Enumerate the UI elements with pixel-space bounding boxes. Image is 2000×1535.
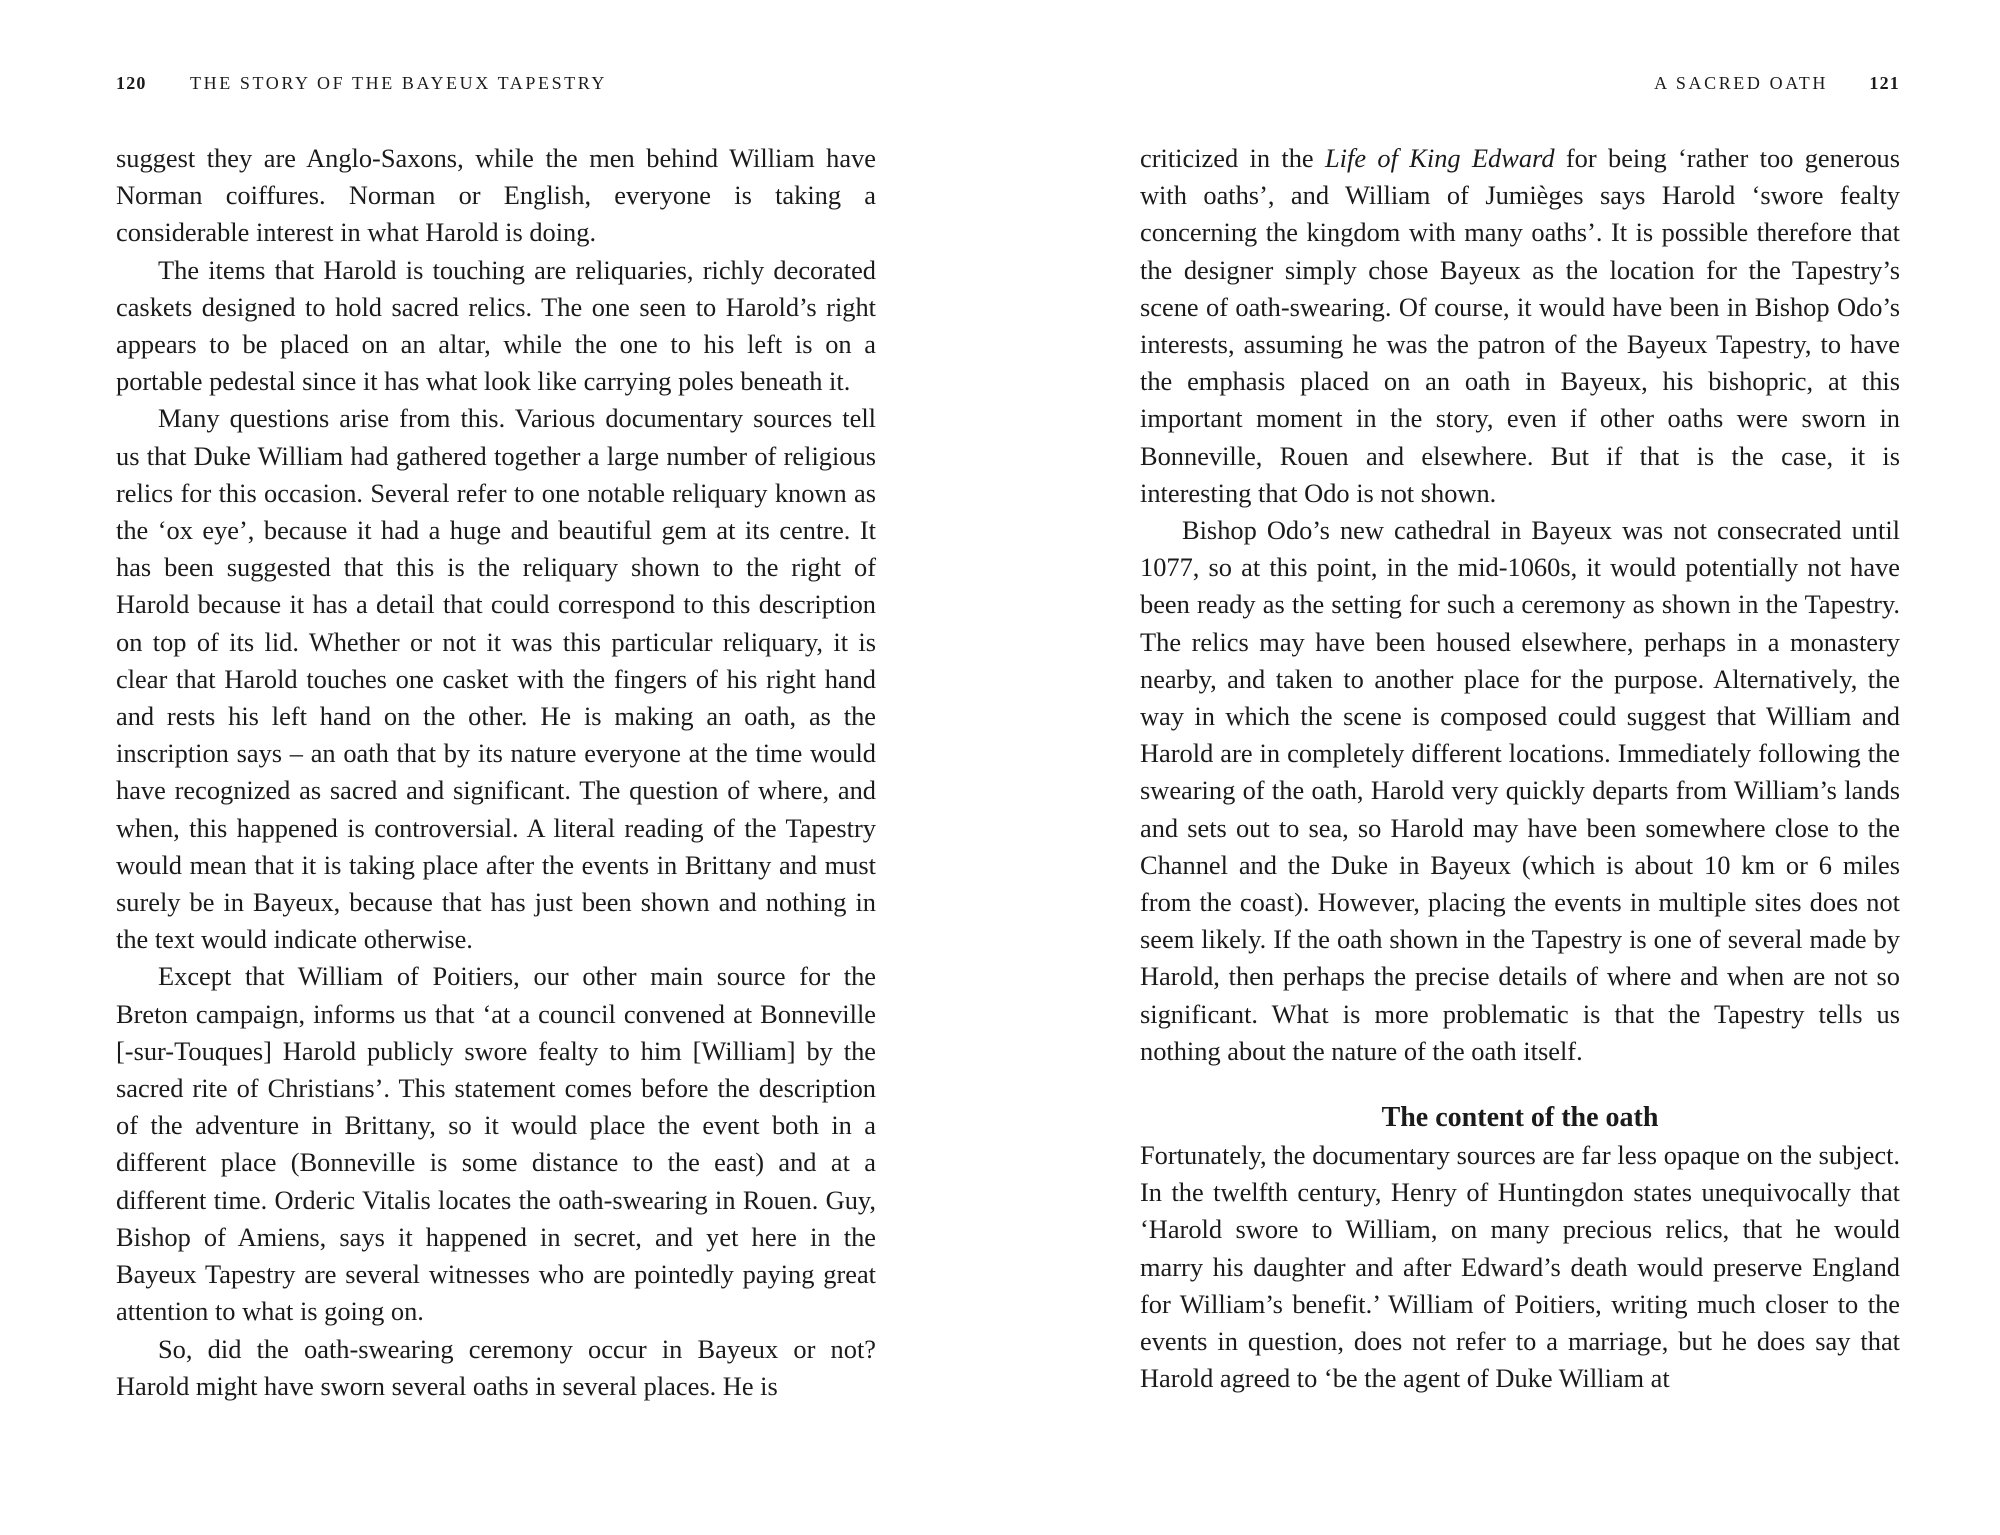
left-running-head [116, 70, 876, 96]
left-paragraph-4: Except that William of Poitiers, our other main source for the Breton campaign, informs us that ‘at a council convened at Bonneville [-sur-Touques] Harold publicly swore fealty to him [William] by the sacred rite of Christians’. This statement comes before the description of the adventure in Brittany, so it would place the event both in a different place (Bonneville is some distance to the east) and at a different time. Orderic Vitalis locates the oath-swearing in Rouen. Guy, Bishop of Amiens, says it happened in secret, and yet here in the Bayeux Tapestry are several witnesses who are pointedly paying great attention to what is going on. [116, 961, 876, 1327]
right-paragraph-1-rest: for being ‘rather too generous with oaths’, and William of Jumièges says Harold ‘swore fealty concerning the kingdom with many oaths’. It is possible therefore that the designer simply chose Bayeux as the location for the Tapestry’s scene of oath-swearing. Of course, it would have been in Bishop Odo’s interests, assuming he was the patron of the Bayeux Tapestry, to have the emphasis placed on an oath in Bayeux, his bishopric, at this important moment in the story, even if other oaths were sworn in Bonneville, Rouen and elsewhere. But if that is the case, it is interesting that Odo is not shown. [1140, 143, 1900, 508]
right-paragraph-1-lead: criticized in the [1140, 143, 1325, 173]
right-paragraph-3: Fortunately, the documentary sources are far less opaque on the subject. In the twelfth century, Henry of Huntingdon states unequivocally that ‘Harold swore to William, on many precious relics, that he would marry his daughter and after Edward’s death would preserve England for William’s benefit.’ William of Poitiers, writing much closer to the events in question, does not refer to a marriage, but he does say that Harold agreed to ‘be the agent of Duke William at [1140, 1140, 1900, 1394]
left-page-number: 120 [116, 73, 147, 93]
right-paragraph-1 [1140, 140, 1900, 512]
left-paragraph-2: The items that Harold is touching are reliquaries, richly decorated caskets designed to hold sacred relics. The one seen to Harold’s right appears to be placed on an altar, while the one to his left is on a portable pedestal since it has what look like carrying poles beneath it. [116, 254, 876, 397]
right-running-head [1140, 70, 1900, 96]
left-running-title: THE STORY OF THE BAYEUX TAPESTRY [190, 73, 607, 93]
left-paragraph-3: Many questions arise from this. Various documentary sources tell us that Duke William had gathered together a large number of religious relics for this occasion. Several refer to one notable reliquary known as the ‘ox eye’, because it had a huge and beautiful gem at its centre. It has been suggested that this is the reliquary shown to the right of Harold because it has a detail that could correspond to this description on top of its lid. Whether or not it was this particular reliquary, it is clear that Harold touches one casket with the fingers of his right hand and rests his left hand on the other. He is making an oath, as the inscription says – an oath that by its nature everyone at the time would have recognized as sacred and significant. The question of where, and when, this happened is controversial. A literal reading of the Tapestry would mean that it is taking place after the events in Brittany and must surely be in Bayeux, because that has just been shown and nothing in the text would indicate otherwise. [116, 403, 876, 955]
section-heading: The content of the oath [1381, 1102, 1659, 1134]
right-running-title: A SACRED OATH [1654, 73, 1828, 93]
right-page [1140, 0, 1900, 1535]
right-page-number: 121 [1869, 73, 1900, 93]
left-body-text [116, 140, 876, 1405]
book-title-italic: Life of King Edward [1324, 143, 1555, 173]
left-paragraph-1: suggest they are Anglo-Saxons, while the men behind William have Norman coiffures. Norman or English, everyone is taking a considerable interest in what Harold is doing. [116, 143, 876, 248]
right-body-text [1140, 140, 1900, 1398]
left-page [116, 0, 876, 1535]
right-paragraph-2: Bishop Odo’s new cathedral in Bayeux was not consecrated until 1077, so at this point, in the mid-1060s, it would potentially not have been ready as the setting for such a ceremony as shown in the Tapestry. The relics may have been housed elsewhere, perhaps in a monastery nearby, and taken to another place for the purpose. Alternatively, the way in which the scene is composed could suggest that William and Harold are in completely different locations. Immediately following the swearing of the oath, Harold very quickly departs from William’s lands and sets out to sea, so Harold may have been somewhere close to the Channel and the Duke in Bayeux (which is about 10 km or 6 miles from the coast). However, placing the events in multiple sites does not seem likely. If the oath shown in the Tapestry is one of several made by Harold, then perhaps the precise details of where and when are not so significant. What is more problematic is that the Tapestry tells us nothing about the nature of the oath itself. [1140, 515, 1900, 1066]
left-paragraph-5: So, did the oath-swearing ceremony occur in Bayeux or not? Harold might have sworn several oaths in several places. He is [116, 1333, 876, 1401]
